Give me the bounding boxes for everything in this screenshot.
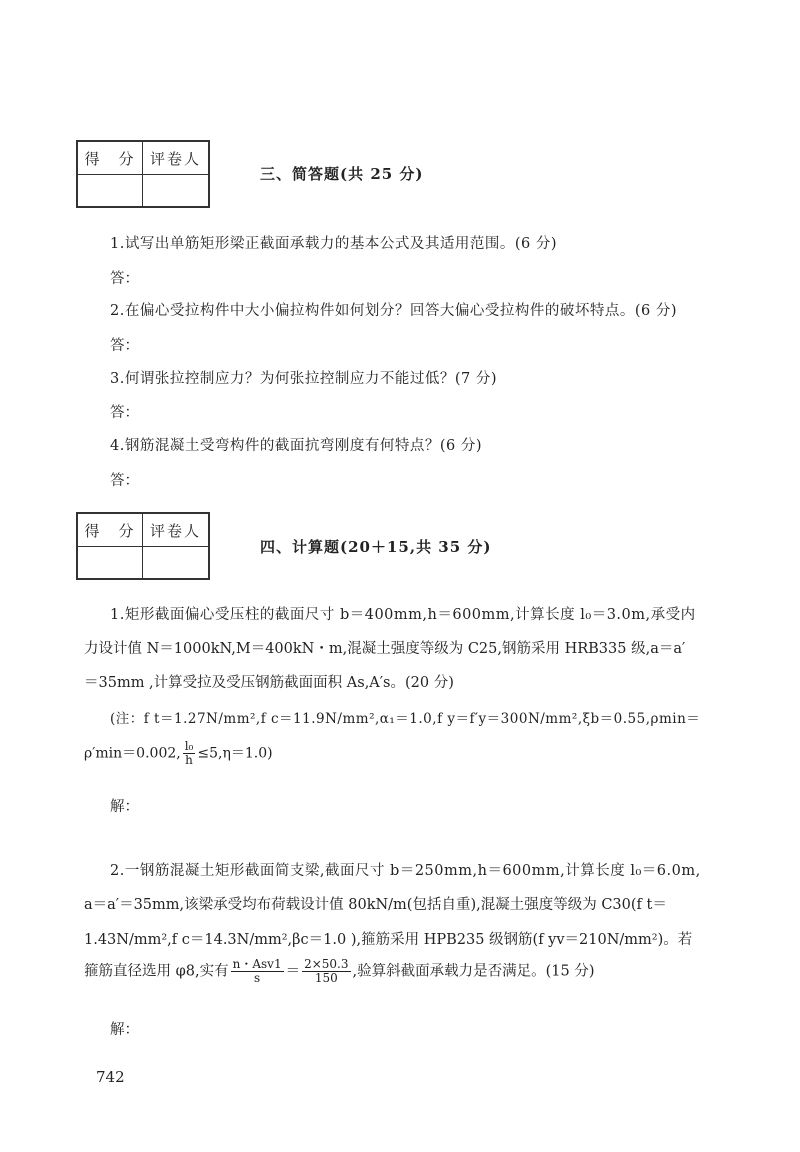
calc-question-1-line: 1.矩形截面偏心受压柱的截面尺寸 b＝400mm,h＝600mm,计算长度 l₀＝3.0m,承受内 [110, 607, 696, 623]
grader-cell [143, 175, 208, 206]
answer-label: 答： [110, 338, 139, 354]
fraction: $\frac{2\times 50.3}{150}$ [304, 957, 349, 985]
answer-label: 答： [110, 405, 139, 421]
solve-label: 解： [110, 1022, 139, 1038]
fraction: $\frac{\text{n・Asv1}}{s}$ [232, 957, 282, 985]
calc-question-2-line: 箍筋直径选用 φ8,实有 $\frac{\text{n・Asv1}}{s}$ ＝ $\frac{2\times 50.3}{150}$ ,验算斜截面承载力是否满足。(15 分) [84, 957, 595, 985]
score-box [76, 512, 210, 580]
grader-cell [143, 547, 208, 578]
answer-label: 答： [110, 473, 139, 489]
score-cell [78, 547, 143, 578]
fraction: $\frac{\text{l₀}}{h}$ [184, 739, 194, 767]
calc-question-1-note: ρ′min＝0.002, $\frac{\text{l₀}}{h}$ ≤5,η＝1.0) [84, 739, 273, 767]
calc-question-2-line: 2.一钢筋混凝土矩形截面简支梁,截面尺寸 b＝250mm,h＝600mm,计算长度 l₀＝6.0m, [110, 863, 701, 879]
calc-question-1-line: ＝35mm ,计算受拉及受压钢筋截面面积 As,A′s。(20 分) [84, 675, 454, 691]
question-3: 3.何谓张拉控制应力？为何张拉控制应力不能过低？(7 分) [110, 371, 497, 387]
question-4: 4.钢筋混凝土受弯构件的截面抗弯刚度有何特点？(6 分) [110, 438, 482, 454]
calc-question-2-line: a＝a′＝35mm,该梁承受均布荷载设计值 80kN/m(包括自重),混凝土强度等级为 C30(f t＝ [84, 897, 667, 913]
answer-label: 答： [110, 271, 139, 287]
calc-question-2-line: 1.43N/mm²,f c＝14.3N/mm²,βc＝1.0 ),箍筋采用 HPB235 级钢筋(f yv＝210N/mm²)。若 [84, 932, 693, 948]
section-title: 四、计算题(20＋15,共 35 分) [260, 538, 492, 556]
solve-label: 解： [110, 799, 139, 815]
section-title: 三、简答题(共 25 分) [260, 165, 424, 183]
score-cell [78, 175, 143, 206]
grader-label: 评卷人 [143, 514, 208, 547]
score-box [76, 140, 210, 208]
calc-question-1-line: 力设计值 N＝1000kN,M＝400kN・m,混凝土强度等级为 C25,钢筋采用 HRB335 级,a＝a′ [84, 641, 686, 657]
page-number: 742 [96, 1068, 125, 1086]
score-label: 得 分 [78, 514, 143, 547]
grader-label: 评卷人 [143, 142, 208, 175]
score-label: 得 分 [78, 142, 143, 175]
question-1: 1.试写出单筋矩形梁正截面承载力的基本公式及其适用范围。(6 分) [110, 236, 557, 252]
calc-question-1-note: (注：f t＝1.27N/mm²,f c＝11.9N/mm²,α₁＝1.0,f y＝f′y＝300N/mm²,ξb＝0.55,ρmin＝ [110, 711, 701, 727]
question-2: 2.在偏心受拉构件中大小偏拉构件如何划分？回答大偏心受拉构件的破坏特点。(6 分) [110, 303, 677, 319]
